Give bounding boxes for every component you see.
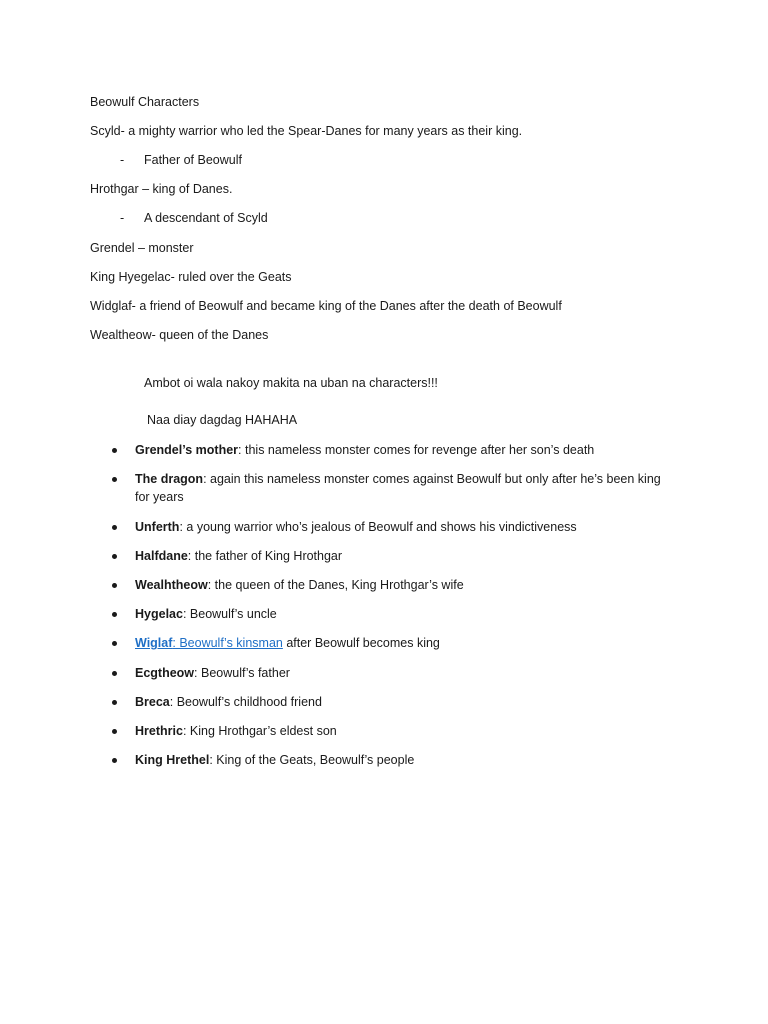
- character-name: Unferth: [135, 520, 180, 534]
- bullet-icon: [112, 554, 117, 559]
- text-line-wealtheow: Wealtheow- queen of the Danes: [90, 328, 269, 342]
- character-description: : the queen of the Danes, King Hrothgar’s wife: [207, 578, 464, 592]
- bullet-icon: [112, 700, 117, 705]
- bullet-icon: [112, 758, 117, 763]
- sub-item-text: Father of Beowulf: [144, 153, 242, 167]
- bullet-icon: [112, 477, 117, 482]
- sub-item-hrothgar: [120, 210, 268, 226]
- sub-item-text: A descendant of Scyld: [144, 211, 268, 225]
- character-description: : Beowulf’s childhood friend: [169, 695, 322, 709]
- text-line-hrothgar: Hrothgar – king of Danes.: [90, 182, 233, 196]
- text-line-scyld: Scyld- a mighty warrior who led the Spear-Danes for many years as their king.: [90, 124, 523, 138]
- bullet-icon: [112, 612, 117, 617]
- list-item: [112, 693, 672, 711]
- bullet-icon: [112, 583, 117, 588]
- text-line-hyegelac: King Hyegelac- ruled over the Geats: [90, 270, 292, 284]
- character-name: Halfdane: [135, 549, 188, 563]
- character-description: : the father of King Hrothgar: [187, 549, 343, 563]
- character-description: : Beowulf’s father: [194, 666, 290, 680]
- character-name: Grendel’s mother: [135, 443, 239, 457]
- character-description: : Beowulf’s uncle: [182, 607, 277, 621]
- list-item: [112, 722, 672, 740]
- character-name: Hrethric: [135, 724, 183, 738]
- document-title: Beowulf Characters: [90, 95, 200, 109]
- character-description: : again this nameless monster comes against Beowulf but only after he’s been king for years: [135, 472, 661, 504]
- bullet-icon: [112, 671, 117, 676]
- character-name: Ecgtheow: [135, 666, 195, 680]
- character-description: : this nameless monster comes for revenge after her son’s death: [238, 443, 595, 457]
- list-item: [112, 470, 672, 506]
- character-description: : King of the Geats, Beowulf’s people: [209, 753, 415, 767]
- list-item: [112, 547, 672, 565]
- bullet-icon: [112, 729, 117, 734]
- character-name: Wealhtheow: [135, 578, 208, 592]
- character-name: The dragon: [135, 472, 204, 486]
- list-item: [112, 751, 672, 769]
- character-description: : a young warrior who’s jealous of Beowulf and shows his vindictiveness: [179, 520, 577, 534]
- bullet-icon: [112, 641, 117, 646]
- character-name[interactable]: Wiglaf: [135, 636, 173, 650]
- list-item: [112, 605, 672, 623]
- character-description: after Beowulf becomes king: [282, 636, 440, 650]
- dash-marker: -: [120, 211, 125, 225]
- note-line-2: Naa diay dagdag HAHAHA: [147, 413, 298, 427]
- bullet-icon: [112, 525, 117, 530]
- list-item: [112, 576, 672, 594]
- list-item: [112, 518, 672, 536]
- bullet-icon: [112, 448, 117, 453]
- character-description: : King Hrothgar’s eldest son: [182, 724, 337, 738]
- character-name: Hygelac: [135, 607, 183, 621]
- list-item: [112, 634, 672, 652]
- character-name: Breca: [135, 695, 170, 709]
- sub-item-scyld: [120, 152, 242, 168]
- link-description[interactable]: : Beowulf’s kinsman: [172, 636, 283, 650]
- list-item: [112, 441, 672, 459]
- note-line-1: Ambot oi wala nakoy makita na uban na characters!!!: [144, 376, 438, 390]
- text-line-grendel: Grendel – monster: [90, 241, 194, 255]
- wiglaf-link[interactable]: [135, 636, 283, 650]
- text-line-widglaf: Widglaf- a friend of Beowulf and became king of the Danes after the death of Beowulf: [90, 299, 562, 313]
- dash-marker: -: [120, 153, 125, 167]
- list-item: [112, 664, 672, 682]
- character-name: King Hrethel: [135, 753, 210, 767]
